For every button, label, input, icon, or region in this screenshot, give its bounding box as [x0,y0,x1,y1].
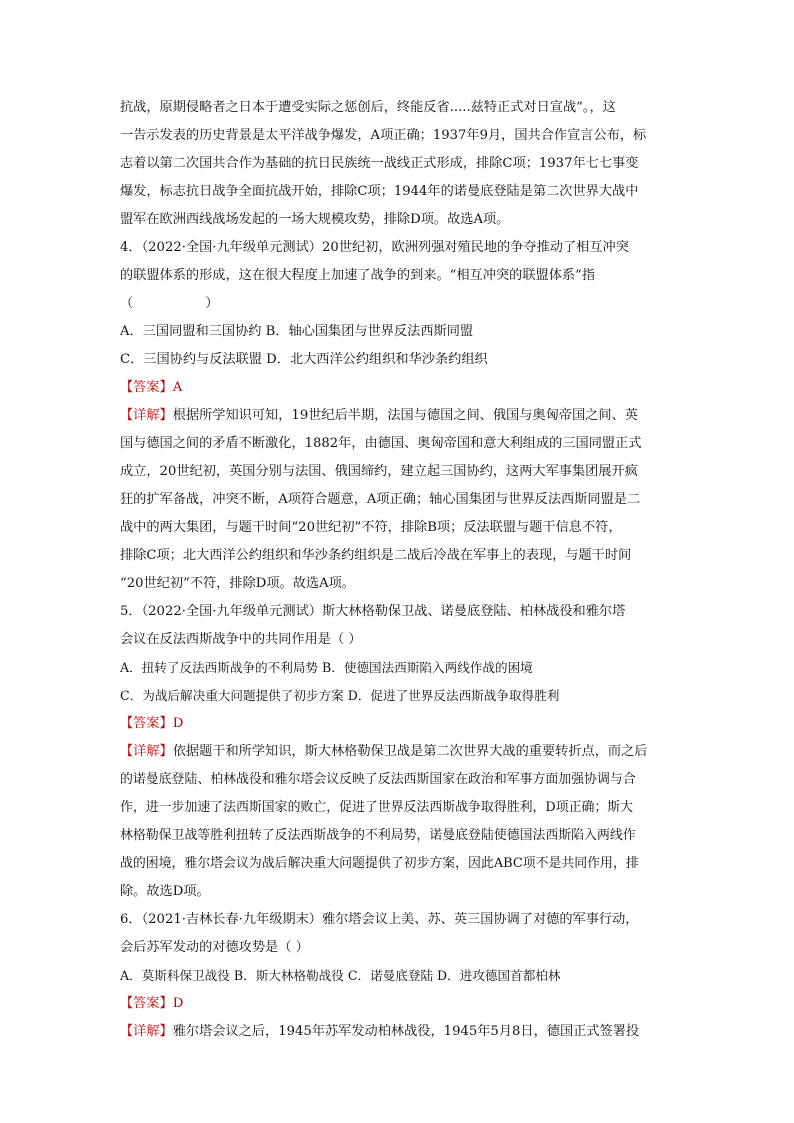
q5-detail-line-1 [120,738,680,766]
q5-answer [120,710,680,738]
q6-detail-first: 雅尔塔会议之后，1945年苏军发动柏林战役，1945年5月8日，德国正式签署投 [172,1024,640,1039]
q4-answer-value: A [172,380,183,395]
carry-over-line-1: 抗战，原期侵略者之日本于遭受实际之惩创后，终能反省.....兹特正式对日宣战”。，这 [120,100,616,115]
q4-answer-tag: 【答案】 [120,380,173,395]
carry-over-line-2: 一告示发表的历史背景是太平洋战争爆发，A项正确；1937年9月，国共合作宣言公布，标 [120,128,647,143]
q4-options-row-1: A．三国同盟和三国协约 B．轴心国集团与世界反法西斯同盟 [120,324,474,339]
q6-answer-tag: 【答案】 [120,996,173,1011]
q4-options-row-2: C．三国协约与反法联盟 D．北大西洋公约组织和华沙条约组织 [120,352,488,367]
q4-stem-line-2: 的联盟体系的形成，这在很大程度上加速了战争的到来。“相互冲突的联盟体系”指 [120,268,596,283]
document-content [120,94,680,1046]
q6-answer [120,990,680,1018]
q6-detail-line-1 [120,1018,680,1046]
q5-stem-line-1: 5．（2022·全国·九年级单元测试）斯大林格勒保卫战、诺曼底登陆、柏林战役和雅尔塔 [120,604,626,619]
q4-detail-first: 根据所学知识可知，19世纪后半期，法国与德国之间、俄国与奥匈帝国之间、英 [172,408,638,423]
q5-detail-line-5: 战的困境，雅尔塔会议为战后解决重大问题提供了初步方案，因此ABC项不是共同作用，排 [120,856,639,871]
q5-detail-tag: 【详解】 [120,744,173,759]
q6-stem-line-1: 6．（2021·吉林长春·九年级期末）雅尔塔会议上美、苏、英三国协调了对德的军事行动， [120,912,639,927]
q4-detail-line-2: 国与德国之间的矛盾不断激化，1882年，由德国、奥匈帝国和意大利组成的三国同盟正式 [120,436,642,451]
q4-answer-blank [120,290,680,318]
q6-stem-line-2: 会后苏军发动的对德攻势是（ ） [120,940,309,955]
q4-detail-line-3: 成立，20世纪初，英国分别与法国、俄国缔约，建立起三国协约，这两大军事集团展开疯 [120,464,638,479]
q4-detail-line-6: 排除C项；北大西洋公约组织和华沙条约组织是二战后冷战在军事上的表现，与题干时间 [120,548,632,563]
q5-options-row-2: C．为战后解决重大问题提供了初步方案 D．促进了世界反法西斯战争取得胜利 [120,688,560,703]
q5-stem-line-2: 会议在反法西斯战争中的共同作用是（ ） [120,632,362,647]
carry-over-line-4: 爆发，标志抗日战争全面抗战开始，排除C项；1944年的诺曼底登陆是第二次世界大战中 [120,184,639,199]
q4-answer [120,374,680,402]
q4-paren-close: ） [205,296,219,311]
q4-stem-line-1: 4．（2022·全国·九年级单元测试）20世纪初，欧洲列强对殖民地的争夺推动了相互冲突 [120,240,629,255]
carry-over-line-3: 志着以第二次国共合作为基础的抗日民族统一战线正式形成，排除C项；1937年七七事变 [120,156,639,171]
q5-detail-line-2: 的诺曼底登陆、柏林战役和雅尔塔会议反映了反法西斯国家在政治和军事方面加强协调与合 [120,772,636,787]
q6-answer-value: D [172,996,184,1011]
q5-detail-line-3: 作，进一步加速了法西斯国家的败亡，促进了世界反法西斯战争取得胜利，D项正确；斯大 [120,800,634,815]
q4-detail-line-7: “20世纪初”不符，排除D项。故选A项。 [120,576,355,591]
q5-answer-tag: 【答案】 [120,716,173,731]
q4-detail-line-5: 战中的两大集团，与题干时间“20世纪初”不符，排除B项；反法联盟与题干信息不符， [120,520,622,535]
q6-options-row-1: A．莫斯科保卫战役 B．斯大林格勒战役 C．诺曼底登陆 D．进攻德国首都柏林 [120,968,561,983]
q4-detail-line-1 [120,402,680,430]
q4-detail-tag: 【详解】 [120,408,173,423]
q6-detail-tag: 【详解】 [120,1024,173,1039]
q5-detail-line-4: 林格勒保卫战等胜利扭转了反法西斯战争的不利局势，诺曼底登陆使德国法西斯陷入两线作 [120,828,636,843]
q5-options-row-1: A．扭转了反法西斯战争的不利局势 B．使德国法西斯陷入两线作战的困境 [120,660,533,675]
q5-detail-line-6: 除。故选D项。 [120,884,210,899]
q5-answer-value: D [172,716,184,731]
q4-detail-line-4: 狂的扩军备战，冲突不断，A项符合题意，A项正确；轴心国集团与世界反法西斯同盟是二 [120,492,641,507]
q5-detail-first: 依据题干和所学知识，斯大林格勒保卫战是第二次世界大战的重要转折点，而之后 [172,744,648,759]
carry-over-line-5: 盟军在欧洲西线战场发起的一场大规模攻势，排除D项。故选A项。 [120,212,510,227]
q4-paren-open: （ [120,296,134,311]
